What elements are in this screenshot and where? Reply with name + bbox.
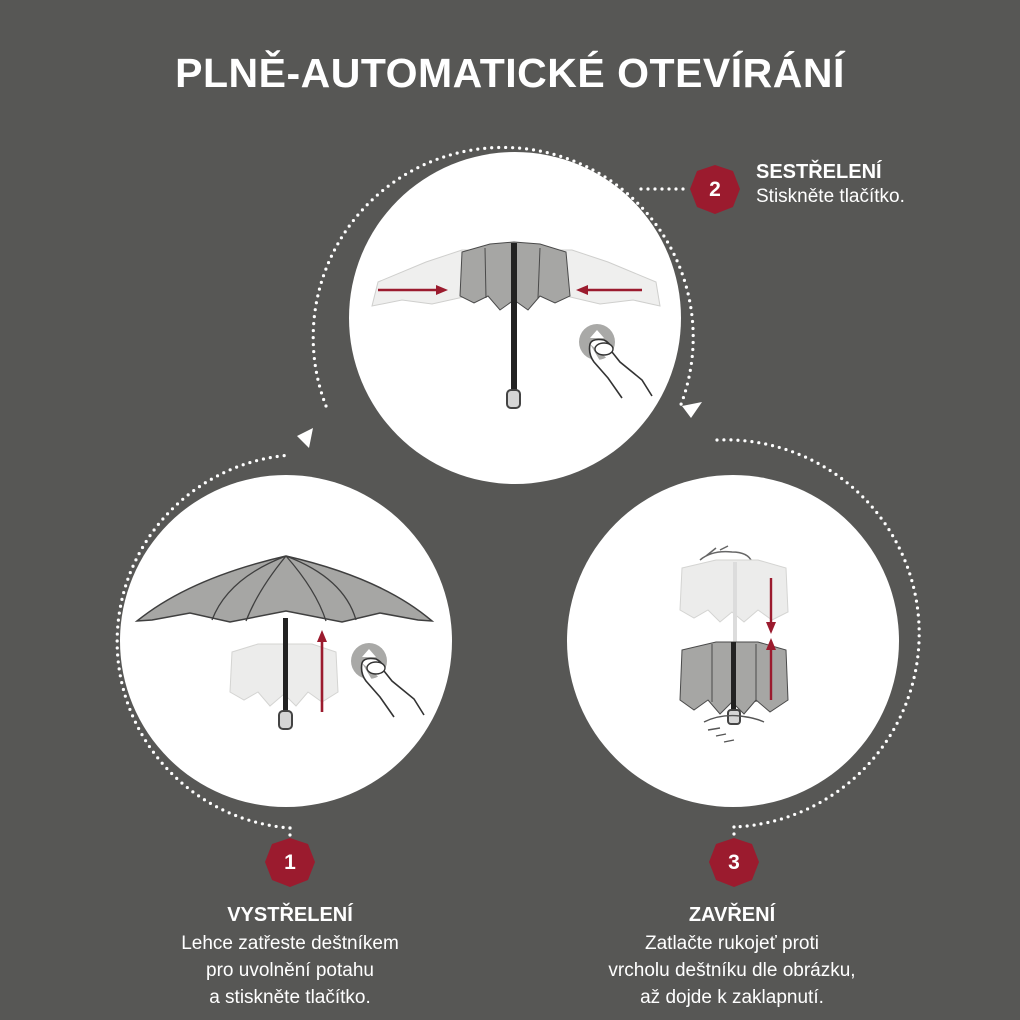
step-3-text-line: Zatlačte rukojeť proti (645, 933, 819, 954)
step-2-text: Stiskněte tlačítko. (756, 186, 905, 207)
step-2-caption (756, 160, 996, 210)
step-1-badge (265, 838, 315, 887)
step-3-badge (709, 838, 759, 887)
step-1-text-line: pro uvolnění potahu (206, 960, 374, 981)
step-2-number: 2 (709, 178, 721, 201)
step-3-number: 3 (728, 851, 740, 874)
step-1-title: VYSTŘELENÍ (227, 904, 353, 926)
step-2-title: SESTŘELENÍ (756, 161, 882, 183)
step-1-text-line: Lehce zatřeste deštníkem (181, 933, 399, 954)
step-1-text-line: a stiskněte tlačítko. (209, 987, 371, 1008)
step-3-text-line: až dojde k zaklapnutí. (640, 987, 824, 1008)
step-2-badge (690, 165, 740, 214)
flow-arrow-icon (682, 402, 702, 418)
step-3-title: ZAVŘENÍ (688, 904, 776, 926)
step-3-caption (572, 902, 892, 1011)
page-title: PLNĚ-AUTOMATICKÉ OTEVÍRÁNÍ (175, 50, 845, 96)
step-1-caption (130, 902, 450, 1011)
flow-arrow-icon (297, 428, 313, 448)
step-1-number: 1 (284, 851, 296, 874)
step-3-text-line: vrcholu deštníku dle obrázku, (608, 960, 856, 981)
